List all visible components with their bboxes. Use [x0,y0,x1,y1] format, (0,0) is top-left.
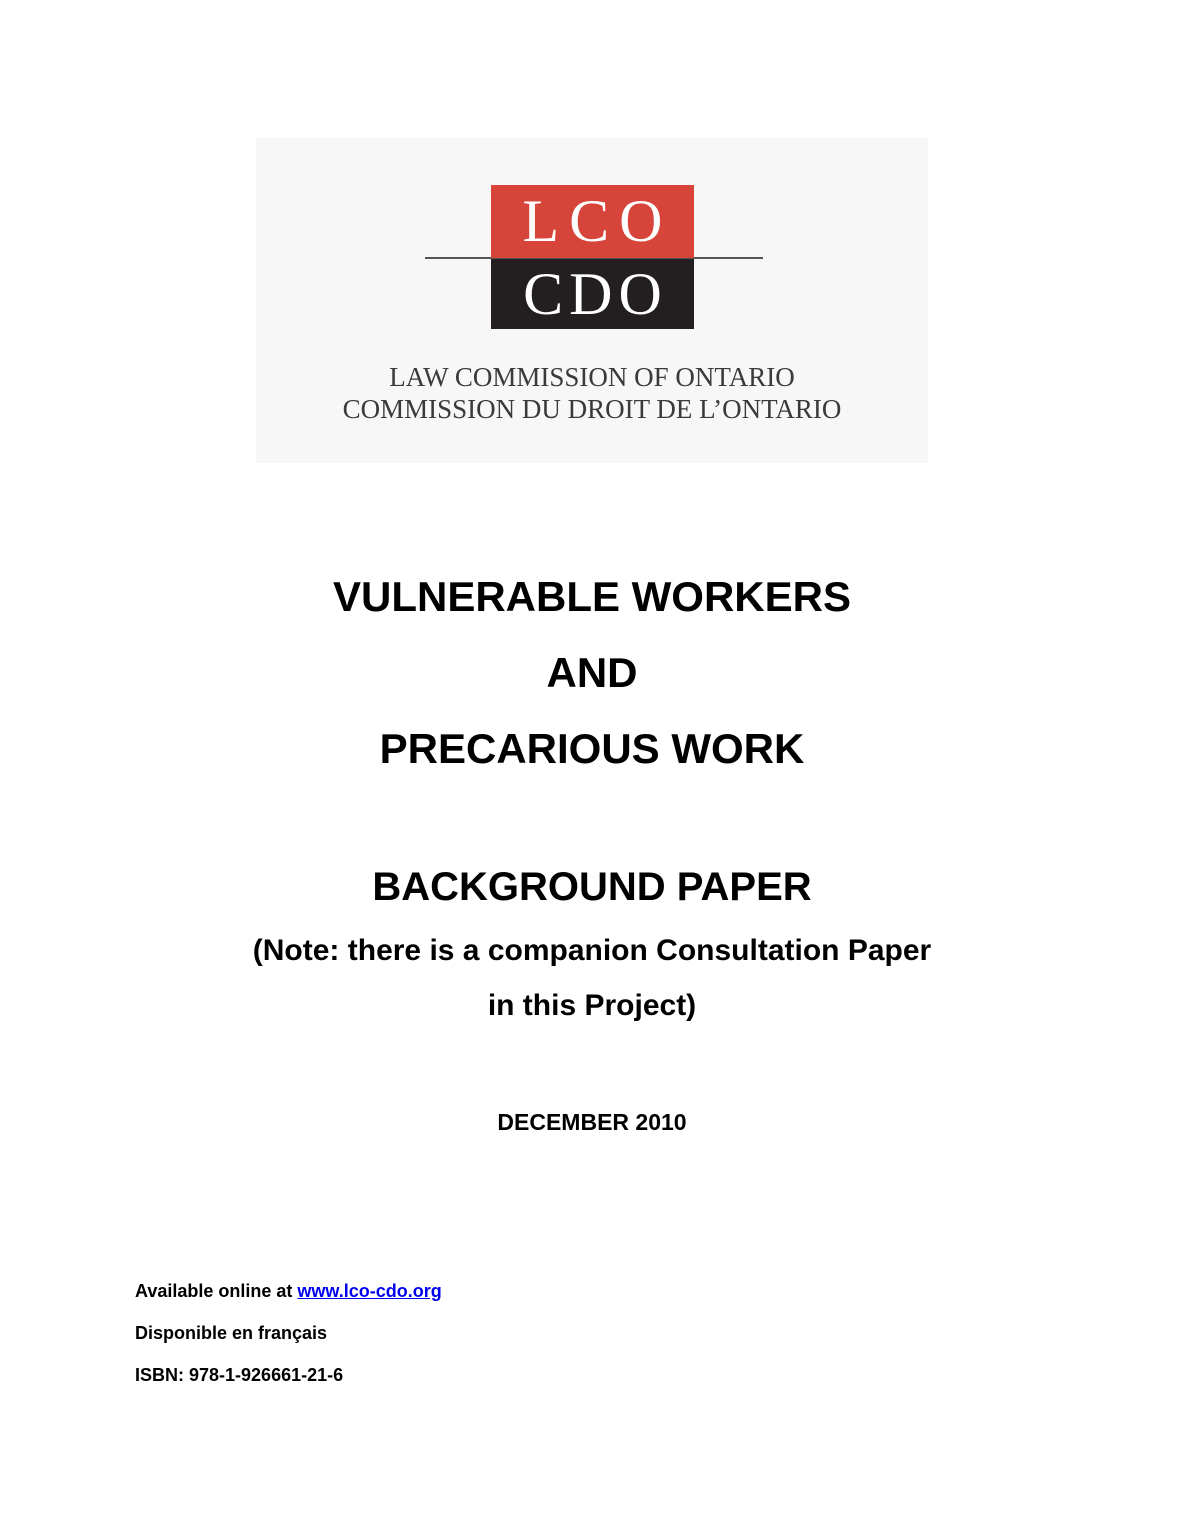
logo-name-english: LAW COMMISSION OF ONTARIO [389,362,795,392]
logo-cdo-block: CDO [491,259,694,329]
logo-name-french: COMMISSION DU DROIT DE L’ONTARIO [342,394,842,424]
available-online-label: Available online at [135,1281,298,1301]
document-subtitle: BACKGROUND PAPER [372,865,812,909]
available-online-line [135,1279,442,1303]
title-line-1: VULNERABLE WORKERS [332,573,851,620]
website-link[interactable]: www.lco-cdo.org [297,1281,442,1301]
french-availability: Disponible en français [135,1323,328,1343]
note-line-2: in this Project) [487,989,697,1022]
isbn: ISBN: 978-1-926661-21-6 [135,1365,344,1385]
logo-lco-block: LCO [491,185,694,258]
title-line-2: AND [546,649,638,696]
title-line-3: PRECARIOUS WORK [379,725,805,772]
note-line-1: (Note: there is a companion Consultation Paper [252,934,932,967]
publication-date: DECEMBER 2010 [497,1109,687,1135]
